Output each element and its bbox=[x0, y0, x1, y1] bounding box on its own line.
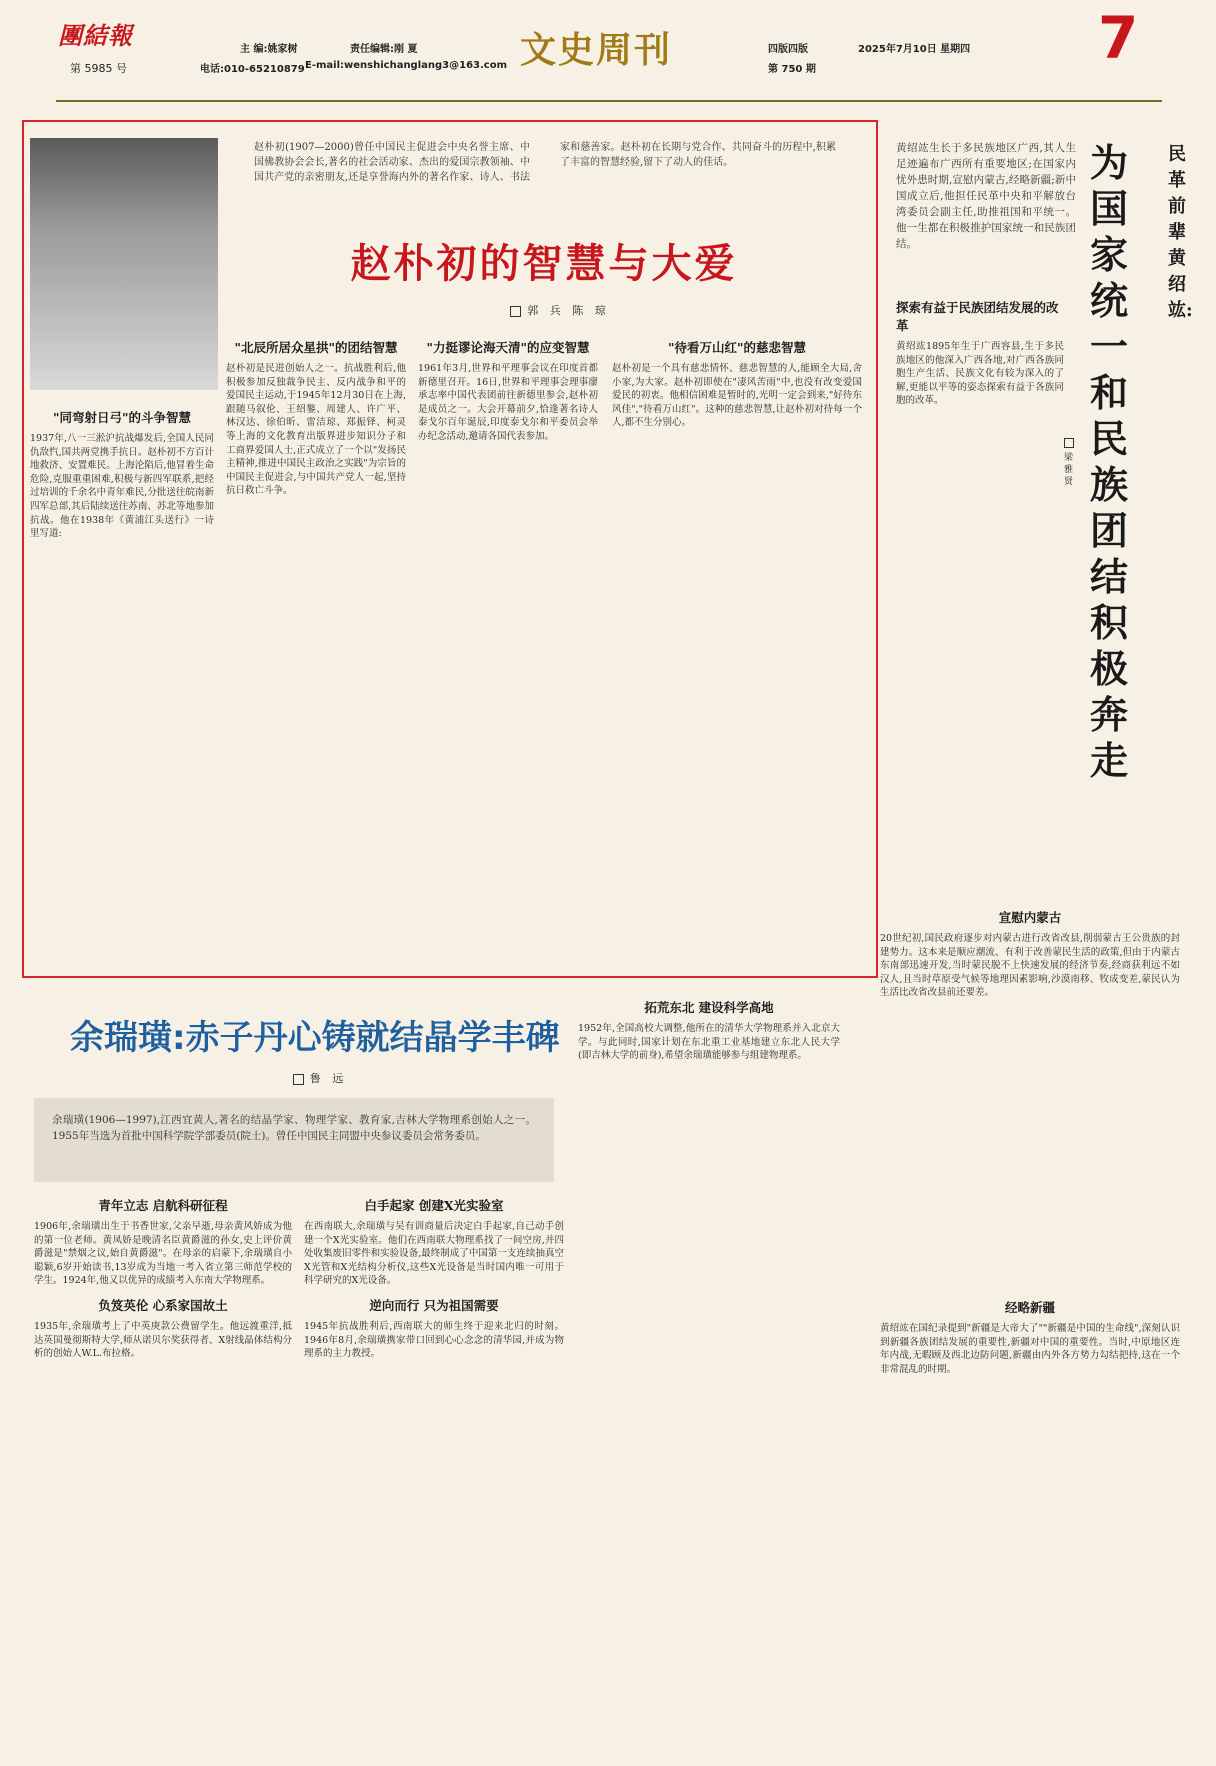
article2-byline bbox=[250, 1070, 390, 1086]
section-body: 1961年3月,世界和平理事会议在印度首都新德里召开。16日,世界和平理事会理事廖承志率中国代表团前往新德里参会,赵朴初是成员之一。大会开幕前夕,恰逢著名诗人泰戈尔百年诞辰,印度泰戈尔和平委员会举办纪念活动,邀请各国代表参加。 bbox=[418, 363, 598, 442]
section-body: 1937年,八一三淞沪抗战爆发后,全国人民同仇敌忾,国共两党携手抗日。赵朴初不方百计地救济、安置难民。上海沦陷后,他冒着生命危险,克服重重困难,积极与新四军联系,把经过培训的千余名中青年难民,分批送往皖南新四军总部,其后陆续送往苏南、苏北等地参加抗战。他在1938年《黄浦江头送行》一诗里写道: bbox=[30, 433, 214, 540]
title-text: 赤子丹心铸就结晶学丰碑 bbox=[185, 1018, 560, 1058]
article1-column-1 bbox=[30, 400, 214, 970]
section-heading: "北辰所居众星拱"的团结智慧 bbox=[234, 340, 398, 355]
section-heading: 拓荒东北 建设科学高地 bbox=[644, 1000, 774, 1015]
phone-number: 电话:010-65210879 bbox=[200, 64, 305, 75]
article1-column-2 bbox=[226, 330, 406, 970]
article2-column-1 bbox=[34, 1188, 292, 1758]
section-body: 黄绍竑1895年生于广西容县,生于多民族地区的他深入广西各地,对广西各族同胞生产生活、民族文化有较为深入的了解,更能以平等的姿态探索有益于各族同胞的改革。 bbox=[896, 341, 1064, 407]
portrait-photo bbox=[30, 138, 218, 390]
article3-title: 为国家统一和民族团结积极奔走 bbox=[1090, 141, 1129, 783]
section-body: 赵朴初是民进创始人之一。抗战胜利后,他积极参加反独裁争民主、反内战争和平的爱国民主运动,于1945年12月30日在上海,跟随马叙伦、王绍鏊、周建人、许广平、林汉达、徐伯昕、雷洁琼、郑振铎、柯灵等上海的文化教育出版界进步知识分子和工商界爱国人士,正式成立了一个以"发扬民主精神,推进中国民主政治之实践"为宗旨的中国民主促进会,与中国共产党人一起,坚持抗日救亡斗争。 bbox=[226, 363, 406, 497]
section-issue: 第 750 期 bbox=[768, 64, 816, 75]
section-heading: "同弯射日弓"的斗争智慧 bbox=[52, 410, 192, 425]
article1-column-4 bbox=[612, 330, 862, 970]
section-heading: "待看万山红"的慈悲智慧 bbox=[667, 340, 807, 355]
subject-name: 余瑞璜: bbox=[70, 1018, 186, 1058]
article1-title: 赵朴初的智慧与大爱 bbox=[350, 241, 738, 287]
section-heading: 青年立志 启航科研征程 bbox=[98, 1198, 228, 1213]
masthead-rule bbox=[56, 100, 1162, 102]
article1-column-3 bbox=[418, 330, 598, 970]
article2-intro-box bbox=[34, 1098, 554, 1182]
article3-column-2 bbox=[880, 900, 1180, 1280]
article3-intro: 黄绍竑生长于多民族地区广西,其人生足迹遍布广西所有重要地区;在国家内忧外患时期,宣慰内蒙古,经略新疆;新中国成立后,他担任民革中央和平解放台湾委员会副主任,助推祖国和平统一。他一生都在积极推护国家统一和民族团结。 bbox=[896, 142, 1076, 250]
page-number: 7 bbox=[1098, 4, 1139, 72]
section-title: 文史周刊 bbox=[520, 30, 673, 71]
section-heading: 探索有益于民族团结发展的改革 bbox=[896, 300, 1059, 333]
author: 郭 兵 陈 琼 bbox=[527, 304, 610, 317]
issue-number: 第 5985 号 bbox=[70, 62, 127, 75]
article2-intro: 余瑞璜(1906—1997),江西宜黄人,著名的结晶学家、物理学家、教育家,吉林大学物理系创始人之一。1955年当选为首批中国科学院学部委员(院士)。曾任中国民主同盟中央参议委员会常务委员。 bbox=[52, 1114, 536, 1142]
article3-kicker: 民革前辈黄绍竑: bbox=[1168, 144, 1193, 321]
section-heading: "力挺谬论海天清"的应变智慧 bbox=[426, 340, 590, 355]
section-body: 黄绍竑在国纪录提到"新疆是大帝大了""新疆是中国的生命线",深刻认识到新疆各族团结发展的重要性,新疆对中国的重要性。当时,中原地区连年内战,无暇顾及西北边防问题,新疆由内外各方势力勾结把持,这在一个非常混乱的时期。 bbox=[880, 1323, 1180, 1375]
article2-column-3 bbox=[578, 990, 840, 1758]
section-body: 在西南联大,余瑞璜与吴有训商量后决定白手起家,自己动手创建一个X光实验室。他们在西南联大物理系找了一间空房,并四处收集废旧零件和实验设备,最终制成了中国第一支连续抽真空X光管和X光结构分析仪,这些X光设备是当时国内唯一可用于科学研究的X光设备。 bbox=[304, 1221, 564, 1287]
editor-credit: 主 编:姚家树 bbox=[240, 44, 298, 55]
publication-date: 2025年7月10日 星期四 bbox=[858, 44, 971, 55]
section-heading: 负笈英伦 心系家国故土 bbox=[98, 1297, 228, 1313]
article3-column-1 bbox=[896, 290, 1064, 890]
section-body: 1952年,全国高校大调整,他所在的清华大学物理系并入北京大学。与此同时,国家计划在东北重工业基地建立东北人民大学(即吉林大学的前身),希望余瑞璜能够参与组建物理系。 bbox=[578, 1023, 840, 1062]
section-body: 1935年,余瑞璜考上了中英庚款公费留学生。他远渡重洋,抵达英国曼彻斯特大学,师从诺贝尔奖获得者、X射线晶体结构分析的创始人W.L.布拉格。 bbox=[34, 1320, 292, 1360]
article2-title bbox=[70, 1010, 570, 1059]
section-body: 赵朴初是一个具有慈悲情怀、慈悲智慧的人,能顾全大局,舍小家,为大家。赵朴初即使在"凄风苦雨"中,也没有改变爱国爱民的初衷。他相信困难是暂时的,光明一定会到来,"好待东风佳","待看万山红"。这种的慈悲智慧,让赵朴初对待每一个人,都不生分别心。 bbox=[612, 363, 862, 429]
article3-column-3 bbox=[880, 1290, 1180, 1758]
duty-editor-credit: 责任编辑:刚 夏 bbox=[350, 44, 418, 55]
section-heading: 宣慰内蒙古 bbox=[998, 910, 1062, 925]
email-address: E-mail:wenshichanglang3@163.com bbox=[305, 60, 508, 71]
byline-marker bbox=[510, 306, 521, 317]
newspaper-logo: 團結報 bbox=[58, 21, 133, 50]
masthead bbox=[0, 0, 1216, 112]
article1-intro: 赵朴初(1907—2000)曾任中国民主促进会中央名誉主席、中国佛教协会会长,著名的社会活动家、杰出的爱国宗教领袖、中国共产党的亲密朋友,还是享誉海内外的著名作家、诗人、书法家和慈善家。赵朴初在长期与党合作、共同奋斗的历程中,积累了丰富的智慧经验,留下了动人的佳话。 bbox=[254, 142, 836, 183]
article1-byline bbox=[480, 302, 640, 318]
section-body: 1945年抗战胜利后,西南联大的师生终于迎来北归的时刻。1946年8月,余瑞璜携家带口回到心心念念的清华园,并成为物理系的主力教授。 bbox=[304, 1320, 564, 1360]
byline-marker bbox=[1064, 438, 1074, 448]
section-body: 1906年,余瑞璜出生于书香世家,父亲早逝,母亲黄风娇成为他的第一位老师。黄凤娇是晚清名臣黄爵滋的孙女,史上评价黄爵滋是"禁烟之议,始自黄爵滋"。在母亲的启蒙下,余瑞璜自小聪颖,6岁开始读书,13岁成为当地一考入省立第三师范学校的学生。1924年,他又以优异的成绩考入东南大学物理系。 bbox=[34, 1221, 292, 1287]
section-pages: 四版四版 bbox=[768, 44, 808, 55]
author: 鲁 远 bbox=[309, 1072, 348, 1085]
author: 梁雅贤 bbox=[1064, 453, 1074, 487]
section-heading: 逆向而行 只为祖国需要 bbox=[369, 1297, 499, 1313]
article3-byline bbox=[1064, 438, 1078, 488]
section-heading: 白手起家 创建X光实验室 bbox=[364, 1198, 504, 1213]
section-body: 20世纪初,国民政府逐步对内蒙古进行改省改县,削弱蒙古王公贵族的封建势力。这本来是顺应潮流、有利于改善蒙民生活的政策,但由于内蒙古东南部迅速开发,当时蒙民脱不上快速发展的经济节奏,经商获利远不如汉人,且当时草原受气候等地理因素影响,沙漠南移、牧成变差,蒙民认为生活比改省改县前还要差。 bbox=[880, 933, 1180, 999]
byline-marker bbox=[293, 1074, 304, 1085]
article2-column-2 bbox=[304, 1188, 564, 1758]
section-heading: 经略新疆 bbox=[1004, 1300, 1055, 1315]
